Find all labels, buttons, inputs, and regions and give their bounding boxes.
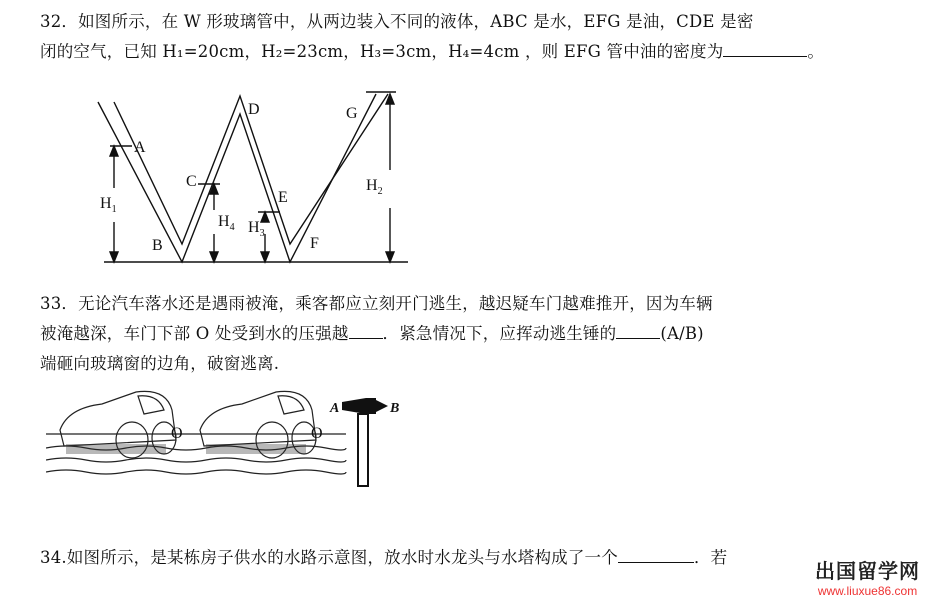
label-e: E (278, 189, 288, 206)
label-h4: $H_4$ (218, 213, 235, 233)
q33-blank-pressure[interactable] (349, 322, 383, 339)
label-a: A (134, 139, 146, 156)
q34-line-1-b: ．若 (693, 548, 728, 567)
q33-blank-end[interactable] (616, 322, 660, 339)
label-f: F (310, 235, 319, 252)
h2-arrowhead-down (386, 252, 394, 262)
label-h1: $H_1$ (100, 195, 117, 215)
q33-line-1: 33．无论汽车落水还是遇雨被淹，乘客都应立刻开门逃生，越迟疑车门越难推开，因为车辆 (40, 294, 713, 313)
hammer-handle (358, 414, 368, 486)
car-2-body (200, 391, 316, 446)
water-wave-3 (46, 470, 346, 474)
q34-line-1 (40, 544, 727, 568)
h4-arrowhead-down (210, 252, 218, 262)
label-b: B (152, 237, 163, 254)
car-1-point-o: O (171, 425, 183, 442)
h3-arrowhead-up (261, 212, 269, 222)
hammer-label-a: A (330, 401, 340, 416)
car-2-point-o: O (311, 425, 323, 442)
label-c: C (186, 173, 197, 190)
q33-line-2 (40, 320, 704, 344)
car-2-window (278, 396, 304, 414)
h3-arrowhead-down (261, 252, 269, 262)
label-d: D (248, 101, 260, 118)
q33-line-3: 端砸向玻璃窗的边角，破窗逃离. (40, 354, 280, 373)
q33-line-2-a: 被淹越深，车门下部 O 处受到水的压强越 (40, 324, 349, 343)
h1-arrowhead-up (110, 146, 118, 156)
car-2-shade (206, 444, 306, 454)
label-h3: $H_3$ (248, 219, 265, 239)
water-wave-2 (46, 458, 346, 462)
car-1-window (138, 396, 164, 414)
q32-line-2-text: 闭的空气，已知 H₁=20cm，H₂=23cm，H₃=3cm，H₄=4cm ，则 EFG 管中油的密度为 (40, 42, 724, 61)
car-1-shade (66, 444, 166, 454)
label-h2: $H_2$ (366, 177, 383, 197)
h1-arrowhead-down (110, 252, 118, 262)
w-tube-wall-outer (98, 94, 376, 262)
hammer-head-b (376, 400, 388, 412)
w-tube-diagram (90, 84, 420, 272)
q32-line-1: 32．如图所示，在 W 形玻璃管中，从两边装入不同的液体，ABC 是水，EFG 是油，CDE 是密 (40, 12, 754, 31)
car-1-body (60, 391, 176, 446)
q33-line-2-b: ．紧急情况下，应挥动逃生锤的 (382, 324, 617, 343)
q32-line-2 (40, 38, 824, 62)
hammer-head-center (366, 398, 376, 414)
flooded-cars-figure (46, 386, 416, 496)
watermark-title: 出国留学网 (815, 559, 920, 583)
q34-line-1-a: 34.如图所示，是某栋房子供水的水路示意图，放水时水龙头与水塔构成了一个 (40, 548, 618, 567)
hammer-head-a (342, 398, 366, 414)
q32-answer-blank[interactable] (723, 40, 807, 57)
watermark (815, 555, 920, 598)
label-g: G (346, 105, 358, 122)
hammer-label-b: B (390, 401, 400, 416)
watermark-url[interactable]: www.liuxue86.com (817, 584, 918, 598)
q32-line-2-end: 。 (807, 42, 825, 61)
q33-line-2-c: (A/B) (660, 324, 704, 343)
q34-blank[interactable] (618, 546, 694, 563)
